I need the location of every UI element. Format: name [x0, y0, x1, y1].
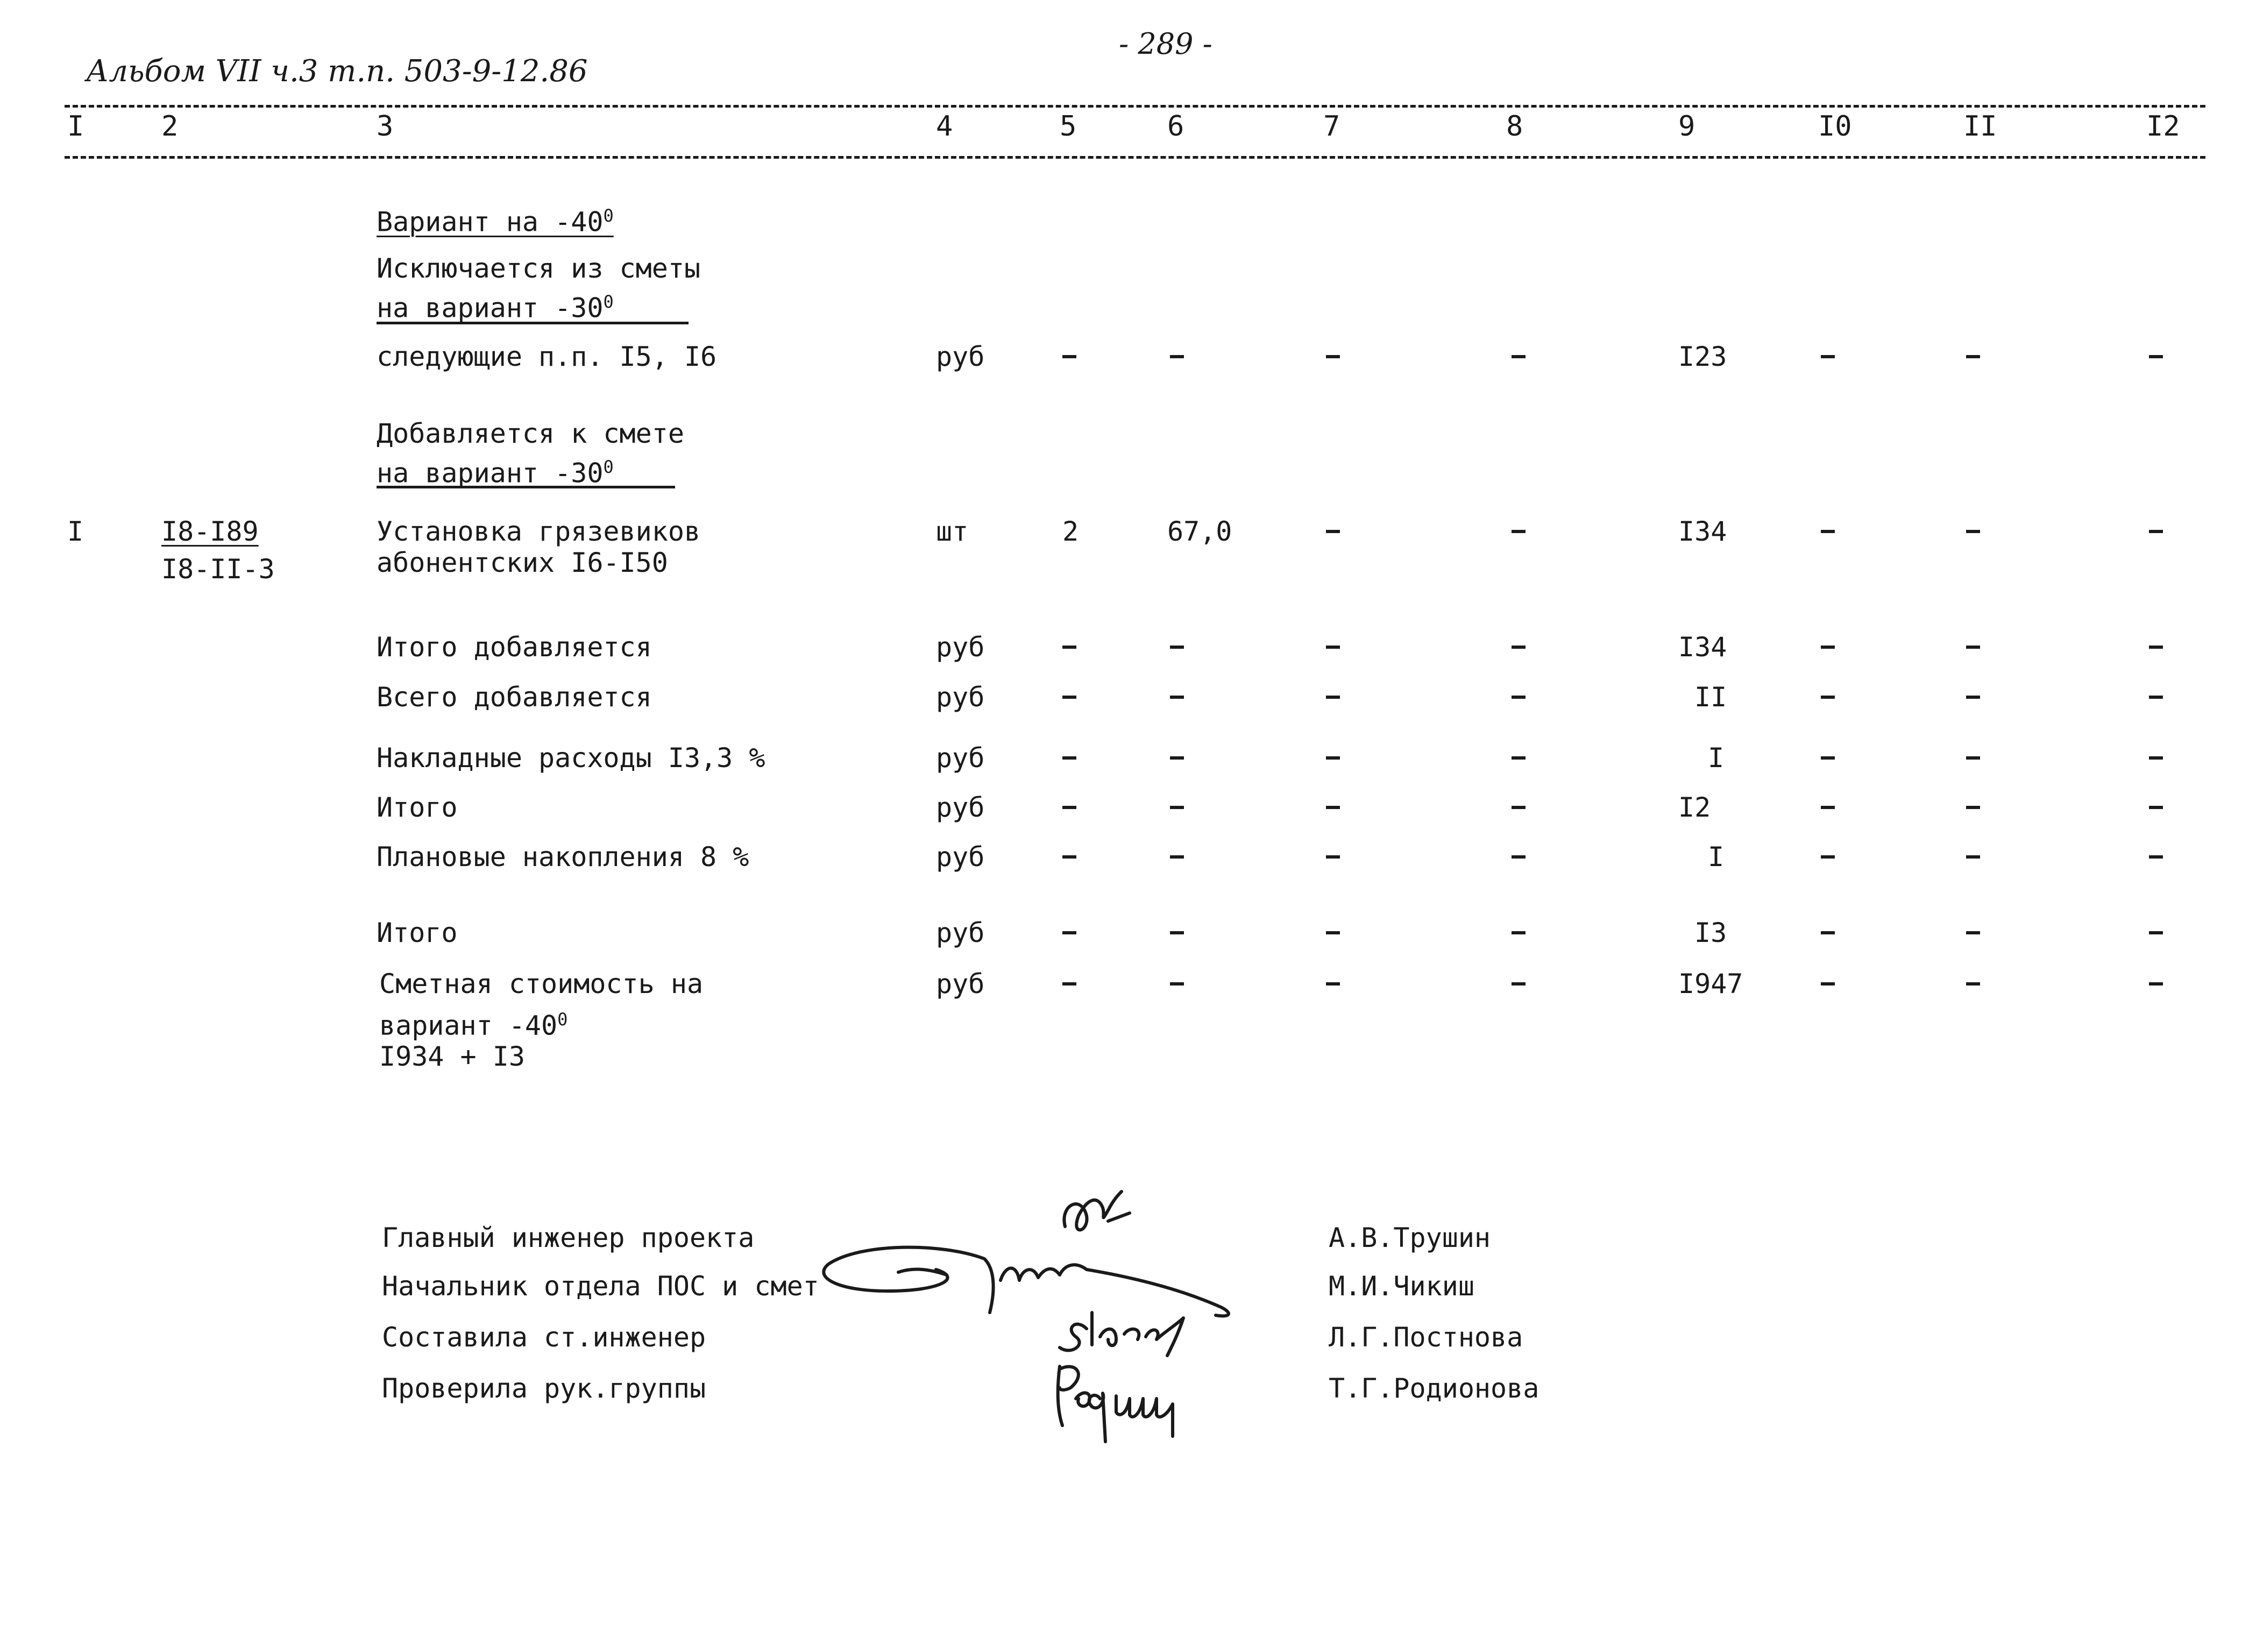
row-estimate-desc-c: I934 + I3 [379, 1041, 525, 1072]
row-total-added-c10 [1821, 696, 1835, 699]
row-subtotal-added-c10 [1821, 646, 1835, 649]
sig-name-4: Т.Г.Родионова [1329, 1373, 1540, 1404]
row-subtotal-1-c10 [1821, 806, 1835, 809]
row-planned-desc: Плановые накопления 8 % [377, 841, 749, 873]
excluded-heading-line2: на вариант $-30^0$ [377, 292, 614, 324]
row-subtotal-2-desc: Итого [377, 917, 458, 948]
row-item-1-unit: шт [936, 516, 969, 547]
row-planned-c7 [1326, 855, 1340, 859]
row-excluded-c11 [1966, 355, 1980, 358]
excluded-heading-line1: Исключается из сметы [377, 253, 701, 284]
row-estimate-c5 [1062, 982, 1076, 985]
row-item-1 [0, 515, 2256, 585]
col-header-3: 3 [377, 110, 394, 143]
sig-role-2: Начальник отдела ПОС и смет [382, 1271, 819, 1302]
row-subtotal-2-c6 [1170, 931, 1184, 934]
excluded-underline [377, 322, 689, 324]
row-total-added-desc: Всего добавляется [377, 682, 652, 713]
row-overhead-c8 [1512, 756, 1526, 760]
row-item-1-c7 [1326, 530, 1340, 533]
row-subtotal-1-c11 [1966, 806, 1980, 809]
signature-1 [1064, 1192, 1130, 1230]
row-excluded-c12 [2149, 355, 2163, 358]
row-total-added-c8 [1512, 696, 1526, 699]
col-header-1: I [67, 110, 84, 143]
col-header-9: 9 [1678, 110, 1695, 143]
row-estimate-c7 [1326, 982, 1340, 985]
row-planned-c6 [1170, 855, 1184, 859]
col-header-7: 7 [1323, 110, 1340, 143]
signature-4 [1058, 1366, 1173, 1442]
handwritten-signatures [807, 1183, 1291, 1463]
row-item-1-c11 [1966, 530, 1980, 533]
row-total-added-c11 [1966, 696, 1980, 699]
col-header-8: 8 [1506, 110, 1523, 143]
sig-name-1: А.В.Трушин [1329, 1222, 1491, 1253]
row-overhead-c7 [1326, 756, 1340, 760]
row-overhead-desc: Накладные расходы I3,3 % [377, 742, 765, 774]
row-subtotal-added-desc: Итого добавляется [377, 632, 652, 663]
row-subtotal-1 [0, 791, 2256, 824]
added-heading-line1: Добавляется к смете [377, 418, 684, 449]
row-subtotal-2-c10 [1821, 931, 1835, 934]
row-subtotal-added-c6 [1170, 646, 1184, 649]
row-subtotal-1-c9: I2 [1678, 792, 1711, 823]
row-excluded-c8 [1512, 355, 1526, 358]
row-item-1-c12 [2149, 530, 2163, 533]
signature-2 [824, 1247, 1229, 1316]
row-estimate-c8 [1512, 982, 1526, 985]
row-overhead-c5 [1062, 756, 1076, 760]
row-subtotal-added-unit: руб [936, 632, 985, 663]
row-planned-c10 [1821, 855, 1835, 859]
sig-role-3: Составила ст.инженер [382, 1322, 706, 1353]
sig-role-4: Проверила рук.группы [382, 1373, 706, 1404]
col-header-11: II [1963, 110, 1997, 143]
header-top-rule [65, 105, 2205, 108]
row-overhead-c9: I [1708, 742, 1725, 774]
col-header-12: I2 [2146, 110, 2180, 143]
row-subtotal-2-c9: I3 [1694, 917, 1727, 948]
row-overhead [0, 741, 2256, 775]
row-estimate-c11 [1966, 982, 1980, 985]
signature-3 [1060, 1313, 1183, 1356]
row-planned-c9: I [1708, 841, 1725, 873]
row-item-1-price: 67,0 [1167, 516, 1232, 547]
row-total-added-unit: руб [936, 682, 985, 713]
row-estimate-c9: I947 [1678, 968, 1743, 999]
variant-title: Вариант на $-40^0$ [377, 205, 614, 238]
row-subtotal-1-c8 [1512, 806, 1526, 809]
row-subtotal-added-c11 [1966, 646, 1980, 649]
sig-role-1: Главный инженер проекта [382, 1222, 755, 1253]
row-subtotal-2 [0, 916, 2256, 949]
row-subtotal-added-c9: I34 [1678, 632, 1727, 663]
row-total-added-c12 [2149, 696, 2163, 699]
row-planned-unit: руб [936, 841, 985, 873]
row-total-added-c6 [1170, 696, 1184, 699]
row-subtotal-2-c8 [1512, 931, 1526, 934]
header-bottom-rule [65, 156, 2205, 159]
row-item-1-num: I [67, 516, 84, 547]
row-subtotal-1-c5 [1062, 806, 1076, 809]
row-subtotal-2-c7 [1326, 931, 1340, 934]
row-planned-c11 [1966, 855, 1980, 859]
row-subtotal-added [0, 630, 2256, 664]
row-item-1-code-a: I8-I89 [161, 516, 259, 547]
row-total-added-c9: II [1694, 682, 1727, 713]
row-estimate-c10 [1821, 982, 1835, 985]
row-overhead-c12 [2149, 756, 2163, 760]
row-excluded-c6 [1170, 355, 1184, 358]
row-item-1-c8 [1512, 530, 1526, 533]
row-subtotal-1-c12 [2149, 806, 2163, 809]
row-excluded-unit: руб [936, 341, 985, 372]
added-underline [377, 486, 675, 488]
row-planned-c5 [1062, 855, 1076, 859]
album-reference: Альбом VII ч.3 т.п. 503-9-12.86 [86, 54, 588, 89]
row-item-1-desc-b: абонентских I6-I50 [377, 547, 668, 578]
row-estimate [0, 967, 2256, 1075]
col-header-10: I0 [1818, 110, 1852, 143]
row-estimate-c12 [2149, 982, 2163, 985]
row-item-1-desc-a: Установка грязевиков [377, 516, 701, 547]
added-heading-line2: на вариант $-30^0$ [377, 457, 614, 489]
page-number: - 289 - [1119, 27, 1212, 61]
row-total-added [0, 680, 2256, 714]
row-excluded [0, 340, 2256, 373]
row-overhead-c6 [1170, 756, 1184, 760]
row-item-1-c9: I34 [1678, 516, 1727, 547]
col-header-6: 6 [1167, 110, 1184, 143]
sig-name-2: М.И.Чикиш [1329, 1271, 1474, 1302]
row-overhead-c11 [1966, 756, 1980, 760]
row-subtotal-added-c12 [2149, 646, 2163, 649]
row-total-added-c7 [1326, 696, 1340, 699]
row-estimate-desc-b: вариант $-40^0$ [379, 1009, 568, 1041]
row-excluded-c7 [1326, 355, 1340, 358]
row-subtotal-1-desc: Итого [377, 792, 458, 823]
row-total-added-c5 [1062, 696, 1076, 699]
row-subtotal-added-c5 [1062, 646, 1076, 649]
row-item-1-code-b: I8-II-3 [161, 554, 275, 585]
row-subtotal-added-c7 [1326, 646, 1340, 649]
row-estimate-c6 [1170, 982, 1184, 985]
row-overhead-c10 [1821, 756, 1835, 760]
row-item-1-qty: 2 [1062, 516, 1079, 547]
row-planned [0, 840, 2256, 874]
row-item-1-c10 [1821, 530, 1835, 533]
col-header-5: 5 [1060, 110, 1077, 143]
row-estimate-desc-a: Сметная стоимость на [379, 968, 704, 999]
row-subtotal-1-unit: руб [936, 792, 985, 823]
row-planned-c8 [1512, 855, 1526, 859]
row-subtotal-2-c5 [1062, 931, 1076, 934]
row-subtotal-added-c8 [1512, 646, 1526, 649]
row-estimate-unit: руб [936, 968, 985, 999]
sig-name-3: Л.Г.Постнова [1329, 1322, 1523, 1353]
col-header-2: 2 [161, 110, 179, 143]
col-header-4: 4 [936, 110, 953, 143]
row-overhead-unit: руб [936, 742, 985, 774]
row-subtotal-2-c11 [1966, 931, 1980, 934]
row-excluded-c9: I23 [1678, 341, 1727, 372]
row-subtotal-1-c6 [1170, 806, 1184, 809]
row-excluded-c5 [1062, 355, 1076, 358]
row-subtotal-1-c7 [1326, 806, 1340, 809]
row-excluded-desc: следующие п.п. I5, I6 [377, 341, 717, 372]
row-excluded-c10 [1821, 355, 1835, 358]
row-subtotal-2-unit: руб [936, 917, 985, 948]
row-planned-c12 [2149, 855, 2163, 859]
row-subtotal-2-c12 [2149, 931, 2163, 934]
